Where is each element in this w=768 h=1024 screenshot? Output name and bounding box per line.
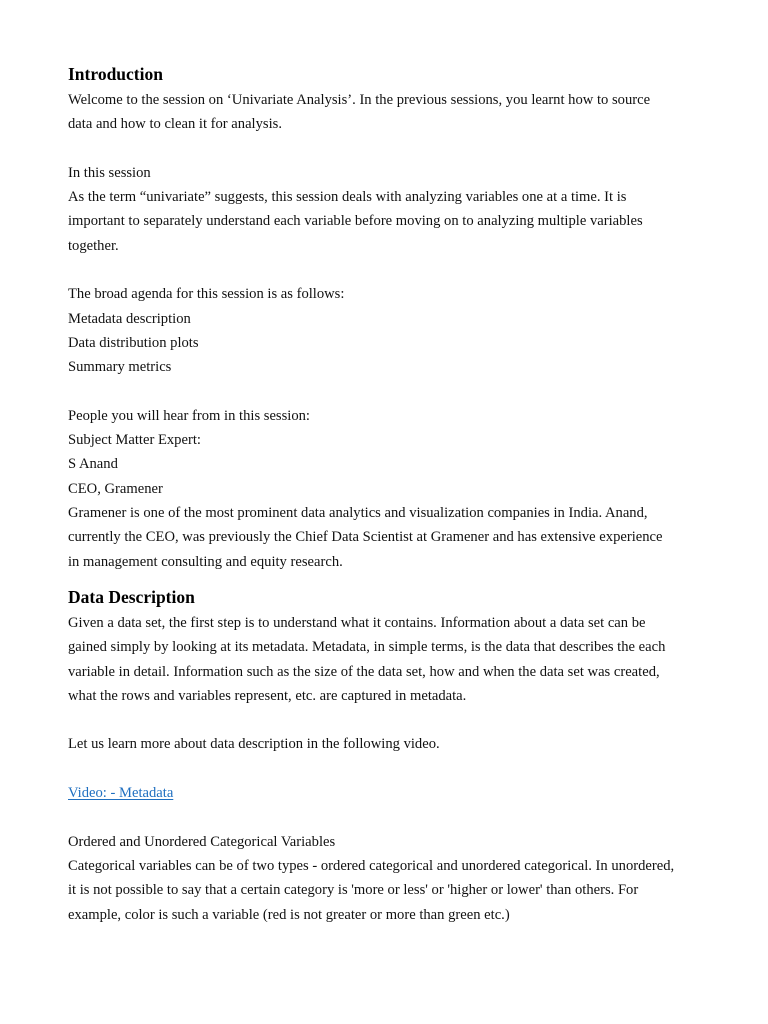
data-description-heading: Data Description <box>68 586 195 607</box>
expert-label: Subject Matter Expert: <box>68 432 201 449</box>
people-intro: People you will hear from in this session: <box>68 407 310 424</box>
description-paragraph-line: variable in detail. Information such as the size of the data set, how and when the data set was created, <box>68 663 660 680</box>
paragraph-gap <box>68 805 708 829</box>
description-paragraph-line: what the rows and variables represent, etc. are captured in metadata. <box>68 687 467 704</box>
categorical-paragraph-line: it is not possible to say that a certain category is 'more or less' or 'higher or lower' than others. For <box>68 882 639 899</box>
video-intro: Let us learn more about data description in the following video. <box>68 736 440 753</box>
video-metadata-link[interactable]: Video: - Metadata <box>68 785 174 802</box>
expert-bio-line: Gramener is one of the most prominent data analytics and visualization companies in India. Anand, <box>68 505 648 522</box>
description-paragraph-line: gained simply by looking at its metadata. Metadata, in simple terms, is the data that describes the each <box>68 639 666 656</box>
agenda-item: Summary metrics <box>68 359 172 376</box>
agenda-item: Metadata description <box>68 310 191 327</box>
description-paragraph-line: Given a data set, the first step is to understand what it contains. Information about a data set can be <box>68 614 646 631</box>
paragraph-gap <box>68 757 708 781</box>
categorical-paragraph-line: Categorical variables can be of two types - ordered categorical and unordered categorical. In unordered, <box>68 857 675 874</box>
session-paragraph-line: As the term “univariate” suggests, this session deals with analyzing variables one at a time. It is <box>68 189 627 206</box>
paragraph-gap <box>68 380 708 404</box>
introduction-heading: Introduction <box>68 64 163 84</box>
paragraph-gap <box>68 258 708 282</box>
document-page <box>68 62 708 927</box>
expert-bio-line: currently the CEO, was previously the Chief Data Scientist at Gramener and has extensive experience <box>68 529 663 546</box>
paragraph-gap <box>68 137 708 161</box>
categorical-paragraph-line: example, color is such a variable (red is not greater or more than green etc.) <box>68 906 510 923</box>
video-link-line <box>68 781 708 805</box>
agenda-item: Data distribution plots <box>68 334 199 351</box>
session-label: In this session <box>68 164 151 181</box>
expert-bio-line: in management consulting and equity research. <box>68 553 343 570</box>
paragraph-gap <box>68 708 708 732</box>
categorical-subheading: Ordered and Unordered Categorical Variables <box>68 833 336 850</box>
session-paragraph-line: together. <box>68 237 119 254</box>
session-paragraph-line: important to separately understand each variable before moving on to analyzing multiple variables <box>68 213 643 230</box>
intro-paragraph-line: data and how to clean it for analysis. <box>68 116 282 133</box>
agenda-intro: The broad agenda for this session is as follows: <box>68 286 345 303</box>
intro-paragraph-line: Welcome to the session on ‘Univariate Analysis’. In the previous sessions, you learnt how to source <box>68 92 651 108</box>
expert-name: S Anand <box>68 456 118 473</box>
expert-title: CEO, Gramener <box>68 480 163 497</box>
